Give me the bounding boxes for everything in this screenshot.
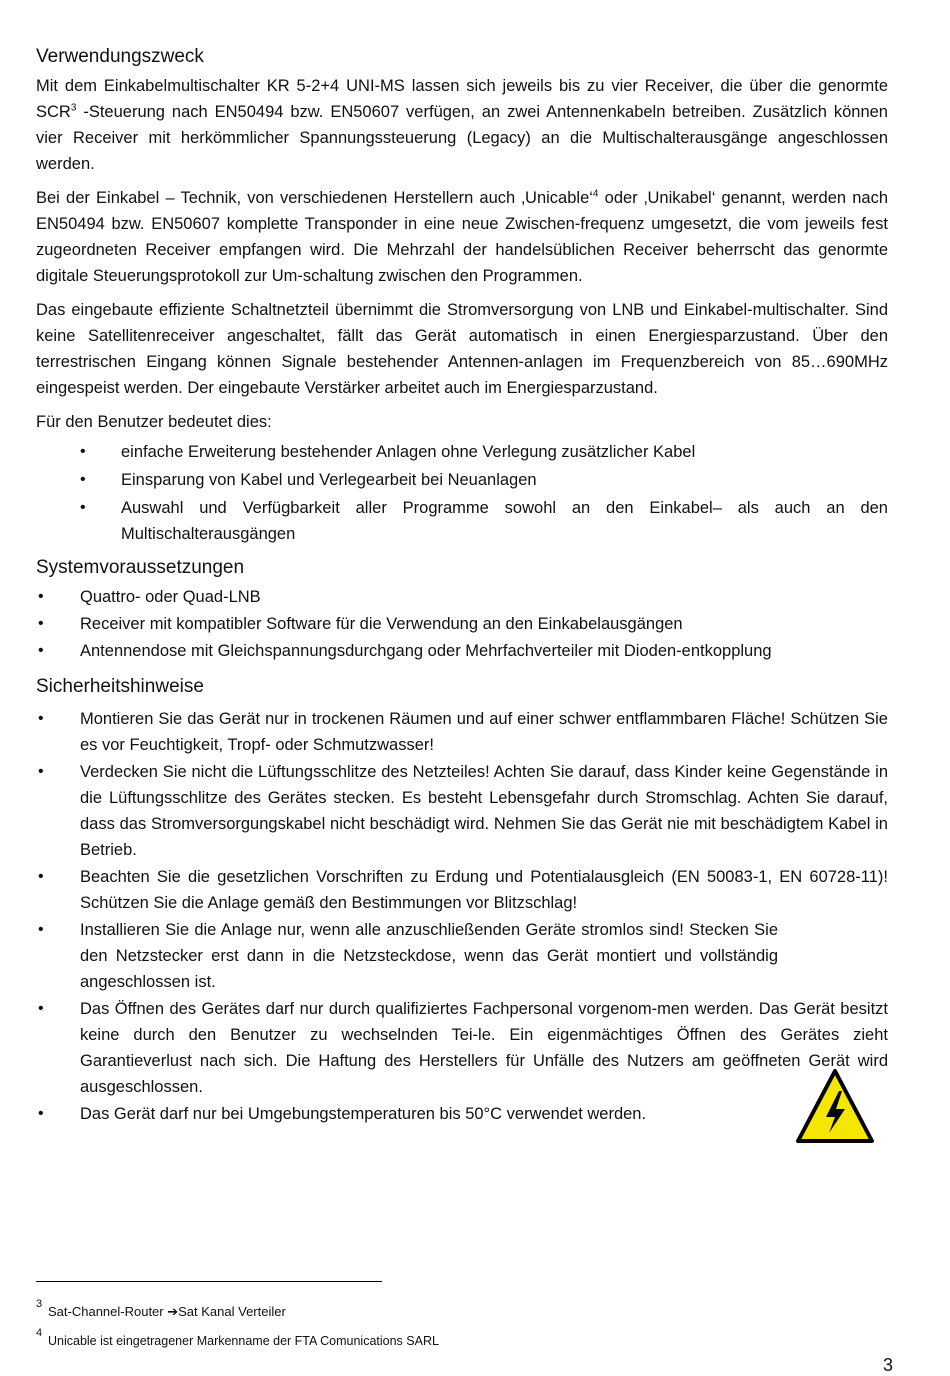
- paragraph-benutzer: Für den Benutzer bedeutet dies:: [36, 413, 272, 431]
- list-item: • Quattro- oder Quad-LNB: [36, 584, 888, 610]
- list-item: • Installieren Sie die Anlage nur, wenn alle anzuschließenden Geräte stromlos sind! Stecken Sie den Netzstecker erst dann in die Netzsteckdose, wenn das Gerät montiert und vollständig angeschlossen ist.: [36, 917, 888, 995]
- list-item: • Auswahl und Verfügbarkeit aller Programme sowohl an den Einkabel– als auch an den Multischalterausgängen: [36, 495, 888, 547]
- footnote-ref-4: 4: [592, 188, 599, 200]
- requirements-list: [36, 584, 888, 664]
- arrow-right-icon: ➔: [167, 1304, 179, 1319]
- paragraph-text: -Steuerung nach EN50494 bzw. EN50607 verfügen, an zwei Antennenkabeln betreiben. Zusätzlich können vier Receiver mit herkömmlicher Spannungssteuerung (Legacy) an die Multischalterausgänge angeschlossen werden.: [36, 103, 888, 173]
- document-body: [36, 44, 888, 1133]
- footnote-divider: [36, 1281, 382, 1282]
- footnote-number: 4: [36, 1327, 43, 1339]
- paragraph-netzteil: Das eingebaute effiziente Schaltnetzteil übernimmt die Stromversorgung von LNB und Einkabel-multischalter. Sind keine Satellitenreceiver angeschaltet, fällt das Gerät automatisch in einen Energiesparzustand. Über den terrestrischen Eingang können Signale bestehender Antennen-anlagen im Frequenzbereich von 85…690MHz eingespeist werden. Der eingebaute Verstärker arbeitet auch im Energiesparzustand.: [36, 301, 888, 397]
- list-item: • einfache Erweiterung bestehender Anlagen ohne Verlegung zusätzlicher Kabel: [36, 439, 888, 465]
- section-heading-systemvoraussetzungen: Systemvoraussetzungen: [36, 557, 245, 578]
- paragraph-text: Bei der Einkabel – Technik, von verschiedenen Herstellern auch ‚Unicable‘: [36, 189, 593, 207]
- safety-list: [36, 706, 888, 1127]
- footnote-text: Sat Kanal Verteiler: [178, 1304, 286, 1319]
- footnote-3: [36, 1298, 286, 1320]
- list-item: • Beachten Sie die gesetzlichen Vorschriften zu Erdung und Potentialausgleich (EN 50083-1, EN 60728-11)! Schützen Sie die Anlage gemäß den Bestimmungen vor Blitzschlag!: [36, 864, 888, 916]
- list-item: • Das Gerät darf nur bei Umgebungstemperaturen bis 50°C verwendet werden.: [36, 1101, 888, 1127]
- list-item: • Einsparung von Kabel und Verlegearbeit bei Neuanlagen: [36, 467, 888, 493]
- list-item: • Verdecken Sie nicht die Lüftungsschlitze des Netzteiles! Achten Sie darauf, dass Kinder keine Gegenstände in die Lüftungsschlitze des Gerätes stecken. Es besteht Lebensgefahr durch Stromschlag. Achten Sie darauf, dass das Stromversorgungskabel nicht beschädigt wird. Nehmen Sie das Gerät nie mit beschädigtem Kabel in Betrieb.: [36, 759, 888, 863]
- paragraph-einkabel: [36, 185, 888, 289]
- high-voltage-warning-icon: [795, 1067, 875, 1147]
- section-heading-sicherheitshinweise: Sicherheitshinweise: [36, 676, 204, 697]
- footnote-text: Unicable ist eingetragener Markenname der FTA Comunications SARL: [48, 1334, 439, 1348]
- paragraph-text: Mit dem Einkabelmultischalter KR 5-2+4 UNI-MS lassen sich jeweils bis zu vier Receiver, die über die genormte SCR: [36, 77, 888, 121]
- footnote-text: Sat-Channel-Router: [48, 1304, 168, 1319]
- paragraph-intro: [36, 73, 888, 177]
- list-item: • Antennendose mit Gleichspannungsdurchgang oder Mehrfachverteiler mit Dioden-entkopplung: [36, 638, 888, 664]
- footnote-number: 3: [36, 1298, 43, 1310]
- section-heading-verwendungszweck: Verwendungszweck: [36, 46, 204, 67]
- footnote-4: [36, 1327, 439, 1349]
- list-item: • Das Öffnen des Gerätes darf nur durch qualifiziertes Fachpersonal vorgenom-men werden. Das Gerät besitzt keine durch den Benutzer zu wechselnden Tei-le. Ein eigenmächtiges Öffnen des Gerätes zieht Garantieverlust nach sich. Die Haftung des Herstellers für Unfälle des Nutzers am geöffneten Gerät wird ausgeschlossen.: [36, 996, 888, 1100]
- footnote-ref-3: 3: [70, 102, 77, 114]
- page-number: 3: [882, 1355, 893, 1375]
- benefits-list: [36, 439, 888, 547]
- list-item: • Receiver mit kompatibler Software für die Verwendung an den Einkabelausgängen: [36, 611, 888, 637]
- list-item: • Montieren Sie das Gerät nur in trockenen Räumen und auf einer schwer entflammbaren Fläche! Schützen Sie es vor Feuchtigkeit, Tropf- oder Schmutzwasser!: [36, 706, 888, 758]
- paragraph-text: oder ‚Unikabel‘ genannt, werden nach EN50494 bzw. EN50607 komplette Transponder in eine neue Zwischen-frequenz umgesetzt, die vom jeweils fest zugeordneten Receiver empfangen wird. Die Mehrzahl der handelsüblichen Receiver beherrscht das genormte digitale Steuerungsprotokoll zur Um-schaltung zwischen den Programmen.: [36, 189, 889, 285]
